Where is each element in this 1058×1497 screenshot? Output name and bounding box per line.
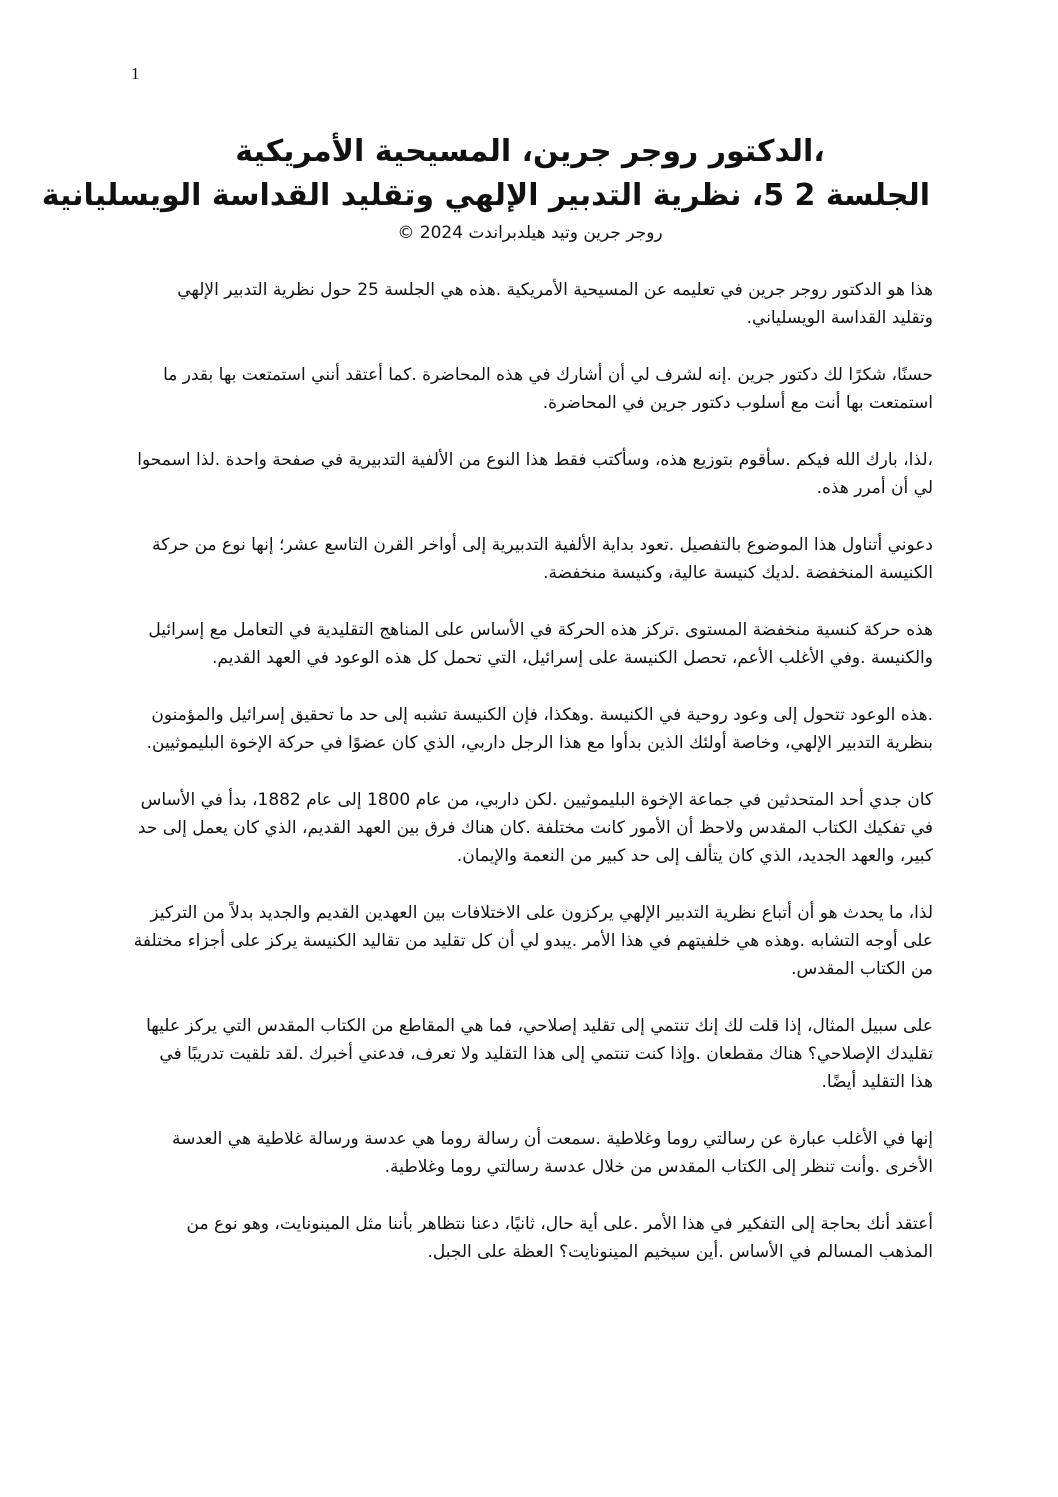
paragraph-1: هذا هو الدكتور روجر جرين في تعليمه عن المسيحية الأمريكية .هذه هي الجلسة 25 حول نظرية التدبير الإلهي وتقليد القداسة الويسلياني. (177, 280, 933, 328)
paragraph-11: أعتقد أنك بحاجة إلى التفكير في هذا الأمر .على أية حال، ثانيًا، دعنا نتظاهر بأننا مثل المينونايت، وهو نوع من المذهب المسالم في الأساس .أين سيخيم المينونايت؟ العظة على الجبل. (186, 1214, 933, 1262)
title-block (41, 130, 930, 246)
paragraph-2: حسنًا، شكرًا لك دكتور جرين .إنه لشرف لي أن أشارك في هذه المحاضرة .كما أعتقد أنني استمتعت بها بقدر ما استمتعت بها أنت مع أسلوب دكتور جرين في المحاضرة. (163, 365, 933, 413)
document-title-line-1: ،الدكتور روجر جرين، المسيحية الأمريكية (235, 134, 825, 169)
document-title-line-2: الجلسة 2 5، نظرية التدبير الإلهي وتقليد القداسة الويسليانية (41, 178, 930, 213)
copyright-line: روجر جرين وتيد هيلدبراندت 2024 © (397, 223, 663, 243)
paragraph-8: لذا، ما يحدث هو أن أتباع نظرية التدبير الإلهي يركزون على الاختلافات بين العهدين القديم والجديد بدلاً من التركيز على أوجه التشابه .وهذه هي خلفيتهم في هذا الأمر .يبدو لي أن كل تقليد من تقاليد الكنيسة يركز على أجزاء مختلفة من الكتاب المقدس. (133, 903, 933, 979)
page-number: 1 (131, 64, 140, 83)
paragraph-4: دعوني أتناول هذا الموضوع بالتفصيل .تعود بداية الألفية التدبيرية إلى أواخر القرن التاسع عشر؛ إنها نوع من حركة الكنيسة المنخفضة .لديك كنيسة عالية، وكنيسة منخفضة. (152, 535, 933, 583)
paragraph-10: إنها في الأغلب عبارة عن رسالتي روما وغلاطية .سمعت أن رسالة روما هي عدسة ورسالة غلاطية هي العدسة الأخرى .وأنت تنظر إلى الكتاب المقدس من خلال عدسة رسالتي روما وغلاطية. (172, 1129, 933, 1177)
paragraph-9: على سبيل المثال، إذا قلت لك إنك تنتمي إلى تقليد إصلاحي، فما هي المقاطع من الكتاب المقدس التي يركز عليها تقليدك الإصلاحي؟ هناك مقطعان .وإذا كنت تنتمي إلى هذا التقليد ولا تعرف، فدعني أخبرك .لقد تلقيت تدريبًا في هذا التقليد أيضًا. (146, 1016, 933, 1092)
paragraph-7: كان جدي أحد المتحدثين في جماعة الإخوة البليموثيين .لكن داربي، من عام 1800 إلى عام 1882، بدأ في الأساس في تفكيك الكتاب المقدس ولاحظ أن الأمور كانت مختلفة .كان هناك فرق بين العهد القديم، الذي كان يعمل إلى حد كبير، والعهد الجديد، الذي كان يتألف إلى حد كبير من النعمة والإيمان. (137, 790, 933, 866)
paragraph-5: هذه حركة كنسية منخفضة المستوى .تركز هذه الحركة في الأساس على المناهج التقليدية في التعامل مع إسرائيل والكنيسة .وفي الأغلب الأعم، تحصل الكنيسة على إسرائيل، التي تحمل كل هذه الوعود في العهد القديم. (148, 620, 933, 668)
paragraph-3: ،لذا، بارك الله فيكم .سأقوم بتوزيع هذه، وسأكتب فقط هذا النوع من الألفية التدبيرية في صفحة واحدة .لذا اسمحوا لي أن أمرر هذه. (137, 450, 933, 498)
paragraph-6: .هذه الوعود تتحول إلى وعود روحية في الكنيسة .وهكذا، فإن الكنيسة تشبه إلى حد ما تحقيق إسرائيل والمؤمنون بنظرية التدبير الإلهي، وخاصة أولئك الذين بدأوا مع هذا الرجل داربي، الذي كان عضوًا في حركة الإخوة البليموثيين. (146, 705, 933, 753)
body-text (133, 276, 933, 1295)
